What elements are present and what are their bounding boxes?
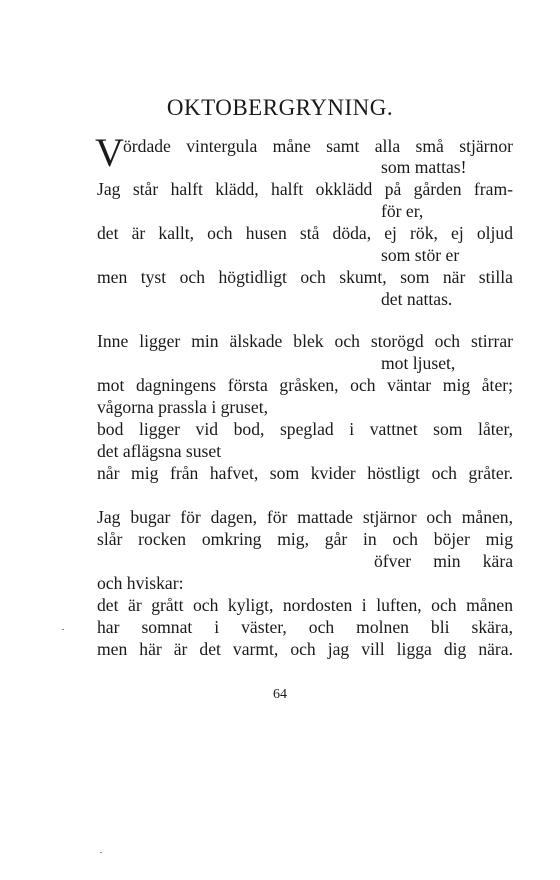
page-number: 64 — [273, 687, 287, 702]
stanza-1-line-7: men tyst och högtidligt och skumt, som när stilla — [97, 267, 513, 287]
stanza-1-line-8: det nattas. — [381, 289, 453, 309]
poem-title: OKTOBERGRYNING. — [166, 95, 394, 120]
stanza-1-line-3: Jag står halft klädd, halft okklädd på gården fram- — [97, 179, 513, 199]
stanza-1-line-2: som mattas! — [381, 157, 467, 177]
drop-cap: V — [95, 130, 124, 175]
stanza-3-line-7: men här är det varmt, och jag vill ligga dig nära. — [97, 639, 513, 659]
stanza-1-line-4: för er, — [381, 201, 424, 221]
stanza-1-line-6: som stör er — [381, 245, 460, 265]
stanza-3-line-6: har somnat i väster, och molnen bli skära, — [97, 617, 513, 637]
stanza-3-line-4: och hviskar: — [97, 573, 184, 593]
stanza-3-line-1: Jag bugar för dagen, för mattade stjärnor och månen, — [97, 507, 513, 527]
stanza-2-line-4: vågorna prassla i gruset, — [97, 397, 268, 417]
stanza-1-line-5: det är kallt, och husen stå döda, ej rök, ej oljud — [97, 223, 513, 243]
stanza-2-line-2: mot ljuset, — [381, 353, 456, 373]
stanza-2-line-5: bod ligger vid bod, speglad i vattnet som låter, — [97, 419, 513, 439]
stanza-2-line-6: det aflägsna suset — [97, 441, 222, 461]
stanza-3-line-5: det är grått och kyligt, nordosten i luften, och månen — [97, 595, 513, 615]
stanza-2-line-7: når mig från hafvet, som kvider höstligt och gråter. — [97, 463, 513, 483]
stanza-2-line-3: mot dagningens första gråsken, och väntar mig åter; — [97, 375, 513, 395]
stanza-3-line-2: slår rocken omkring mig, går in och böjer mig — [97, 529, 513, 549]
stanza-2-line-1: Inne ligger min älskade blek och storögd och stirrar — [97, 331, 513, 351]
paper-speck — [100, 852, 102, 853]
stanza-3-line-3: öfver min kära — [374, 551, 513, 571]
paper-speck — [62, 629, 64, 630]
stanza-1-line-1: ördade vintergula måne samt alla små stjärnor — [123, 136, 513, 156]
